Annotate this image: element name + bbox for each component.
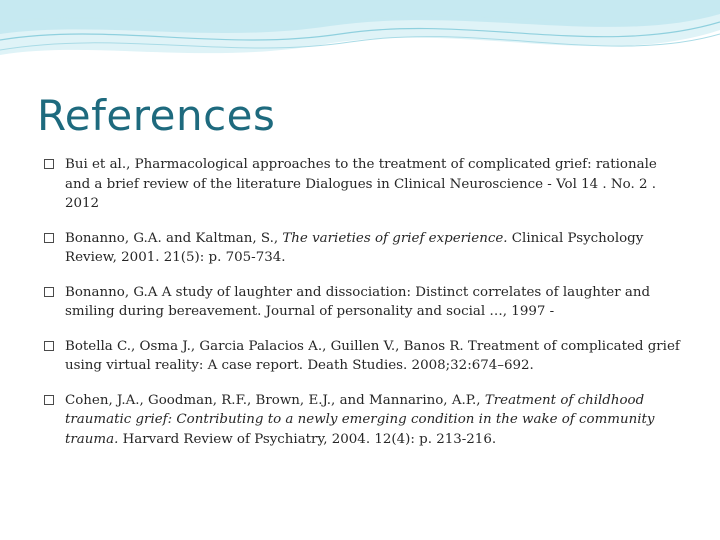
header-wave-decoration xyxy=(0,0,720,80)
square-bullet-icon xyxy=(44,395,54,405)
reference-text: Bui et al., Pharmacological approaches to the treatment of complicated grief: rationale and a brief review of the literature Dialogues in Clinical Neuroscience - Vol 14 . No. 2 . 2012 xyxy=(65,157,657,211)
reference-authors: Cohen, J.A., Goodman, R.F., Brown, E.J., and Mannarino, A.P., xyxy=(65,392,485,408)
reference-item xyxy=(44,155,684,214)
reference-title-italic: The varieties of grief experience. xyxy=(282,230,508,246)
references-list xyxy=(44,155,684,464)
reference-item xyxy=(44,283,684,322)
square-bullet-icon xyxy=(44,341,54,351)
reference-source: Clinical Psychology Review, 2001. 21(5): p. 705-734. xyxy=(65,230,644,265)
reference-text: Botella C., Osma J., Garcia Palacios A., Guillen V., Banos R. Treatment of complicated grief using virtual reality: A case report. Death Studies. 2008;32:674–692. xyxy=(65,338,680,373)
reference-item xyxy=(44,337,684,376)
square-bullet-icon xyxy=(44,159,54,169)
reference-authors: Bonanno, G.A. and Kaltman, S., xyxy=(65,230,283,246)
reference-item xyxy=(44,229,684,268)
reference-title-italic: Treatment of childhood traumatic grief: Contributing to a newly emerging condition in the wake of community trauma. xyxy=(65,392,655,447)
square-bullet-icon xyxy=(44,287,54,297)
reference-text: Bonanno, G.A A study of laughter and dissociation: Distinct correlates of laughter and smiling during bereavement. Journal of personality and social …, 1997 - xyxy=(65,284,651,319)
square-bullet-icon xyxy=(44,233,54,243)
slide-title: References xyxy=(37,91,276,140)
reference-source: Harvard Review of Psychiatry, 2004. 12(4): p. 213-216. xyxy=(118,431,497,447)
reference-item xyxy=(44,391,684,450)
